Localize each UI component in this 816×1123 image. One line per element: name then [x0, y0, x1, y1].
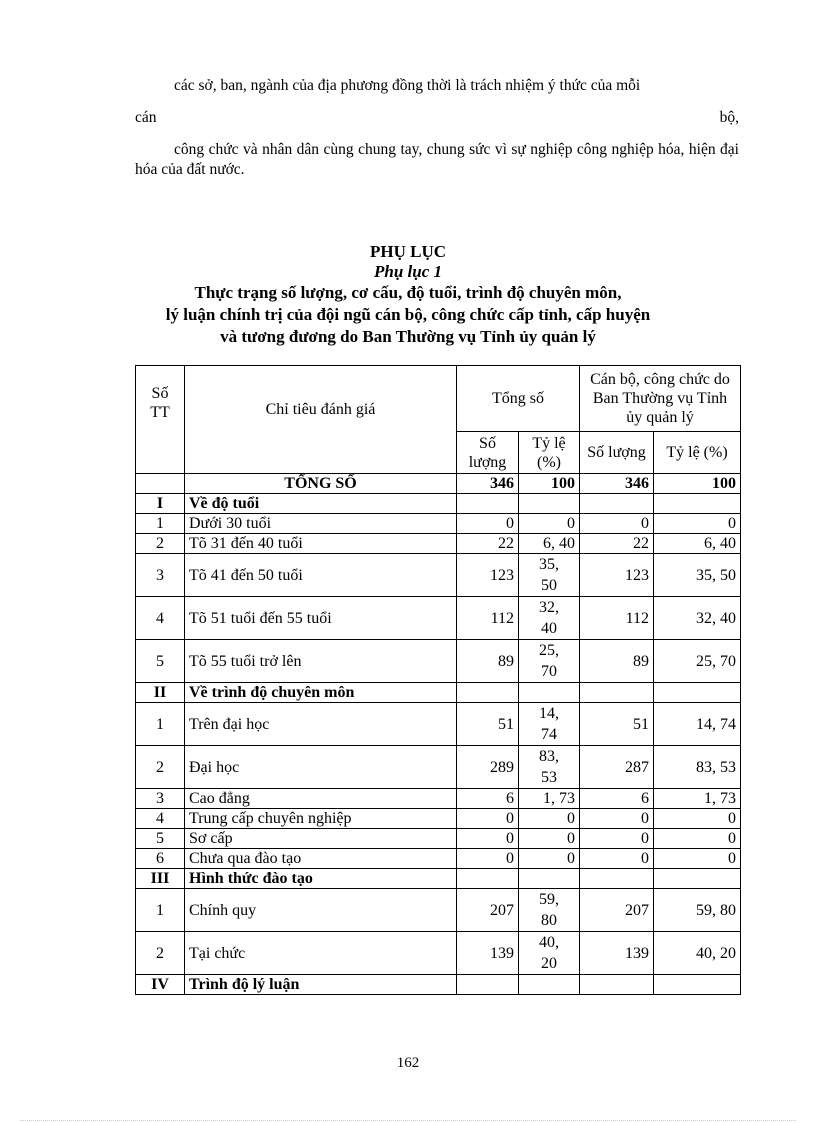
row-label: Trung cấp chuyên nghiệp	[185, 809, 457, 829]
row-pct-total: 25, 70	[519, 640, 580, 683]
total-qty-1: 346	[457, 474, 519, 494]
row-qty-managed: 112	[580, 597, 654, 640]
row-number: 2	[136, 534, 185, 554]
total-qty-2: 346	[580, 474, 654, 494]
row-label: Chưa qua đào tạo	[185, 849, 457, 869]
section-title: Trình độ lý luận	[185, 975, 457, 995]
header-managed-group: Cán bộ, công chức do Ban Thường vụ Tỉnh ủy quản lý	[580, 366, 741, 432]
section-number: II	[136, 683, 185, 703]
row-number: 5	[136, 829, 185, 849]
section-row	[136, 683, 741, 703]
row-qty-total: 0	[457, 809, 519, 829]
empty-cell	[457, 869, 519, 889]
table-row	[136, 829, 741, 849]
row-label: Cao đẳng	[185, 789, 457, 809]
row-pct-total: 32, 40	[519, 597, 580, 640]
section-number: III	[136, 869, 185, 889]
row-qty-managed: 0	[580, 849, 654, 869]
total-pct-1: 100	[519, 474, 580, 494]
row-pct-managed: 40, 20	[654, 932, 741, 975]
row-pct-managed: 0	[654, 809, 741, 829]
table-row	[136, 534, 741, 554]
empty-cell	[519, 494, 580, 514]
header-stt: Số TT	[136, 366, 185, 474]
row-pct-managed: 1, 73	[654, 789, 741, 809]
row-pct-managed: 35, 50	[654, 554, 741, 597]
row-number: 2	[136, 746, 185, 789]
row-pct-managed: 83, 53	[654, 746, 741, 789]
page-bottom-rule	[20, 1120, 796, 1121]
row-pct-managed: 0	[654, 829, 741, 849]
row-number: 4	[136, 809, 185, 829]
appendix-heading: PHỤ LỤC	[369, 242, 447, 261]
row-qty-total: 0	[457, 514, 519, 534]
appendix-headings	[100, 242, 716, 348]
row-label: Trên đại học	[185, 703, 457, 746]
row-qty-managed: 0	[580, 829, 654, 849]
row-pct-managed: 6, 40	[654, 534, 741, 554]
row-label: Dưới 30 tuổi	[185, 514, 457, 534]
row-qty-total: 123	[457, 554, 519, 597]
total-row	[136, 474, 741, 494]
empty-cell	[457, 494, 519, 514]
row-number: 1	[136, 703, 185, 746]
row-qty-managed: 6	[580, 789, 654, 809]
row-qty-managed: 123	[580, 554, 654, 597]
row-qty-total: 0	[457, 849, 519, 869]
section-title: Hình thức đào tạo	[185, 869, 457, 889]
empty-cell	[580, 494, 654, 514]
row-qty-managed: 287	[580, 746, 654, 789]
page-number: 162	[396, 1055, 420, 1071]
row-label: Đại học	[185, 746, 457, 789]
row-pct-total: 14, 74	[519, 703, 580, 746]
table-row	[136, 640, 741, 683]
row-label: Tõ 55 tuổi trở lên	[185, 640, 457, 683]
empty-cell	[519, 975, 580, 995]
row-number: 1	[136, 889, 185, 932]
row-label: Sơ cấp	[185, 829, 457, 849]
row-pct-total: 40, 20	[519, 932, 580, 975]
row-number: 5	[136, 640, 185, 683]
table-row	[136, 597, 741, 640]
statistics-table	[135, 365, 741, 995]
total-label: TỔNG SỐ	[185, 474, 457, 494]
section-number: I	[136, 494, 185, 514]
header-pct-total: Tỷ lệ (%)	[519, 432, 580, 474]
row-pct-managed: 14, 74	[654, 703, 741, 746]
table-body	[136, 474, 741, 995]
table-row	[136, 789, 741, 809]
appendix-title-line-3: và tương đương do Ban Thường vụ Tỉnh ủy quản lý	[220, 327, 596, 346]
row-label: Tõ 31 đến 40 tuổi	[185, 534, 457, 554]
table-row	[136, 849, 741, 869]
row-pct-total: 0	[519, 829, 580, 849]
row-qty-total: 139	[457, 932, 519, 975]
section-number: IV	[136, 975, 185, 995]
header-pct-managed: Tỷ lệ (%)	[654, 432, 741, 474]
empty-cell	[580, 869, 654, 889]
appendix-subheading: Phụ lục 1	[373, 262, 443, 281]
row-qty-total: 51	[457, 703, 519, 746]
total-pct-2: 100	[654, 474, 741, 494]
row-qty-managed: 89	[580, 640, 654, 683]
row-pct-total: 0	[519, 809, 580, 829]
row-qty-managed: 0	[580, 514, 654, 534]
header-qty-managed: Số lượng	[580, 432, 654, 474]
row-pct-total: 0	[519, 849, 580, 869]
body-paragraph-1-justified-line	[135, 108, 739, 128]
row-label: Tại chức	[185, 932, 457, 975]
row-label: Tõ 51 tuổi đến 55 tuổi	[185, 597, 457, 640]
section-row	[136, 494, 741, 514]
row-label: Tõ 41 đến 50 tuổi	[185, 554, 457, 597]
row-qty-managed: 0	[580, 809, 654, 829]
table-row	[136, 746, 741, 789]
row-number: 3	[136, 789, 185, 809]
row-pct-total: 35, 50	[519, 554, 580, 597]
justified-word-left: cán	[135, 109, 157, 126]
empty-cell	[580, 683, 654, 703]
table-row	[136, 514, 741, 534]
row-qty-managed: 22	[580, 534, 654, 554]
appendix-title-line-1: Thực trạng số lượng, cơ cấu, độ tuổi, trình độ chuyên môn,	[194, 283, 622, 302]
section-title: Về trình độ chuyên môn	[185, 683, 457, 703]
row-pct-managed: 32, 40	[654, 597, 741, 640]
section-row	[136, 869, 741, 889]
table-row	[136, 889, 741, 932]
table-row	[136, 554, 741, 597]
row-qty-total: 289	[457, 746, 519, 789]
header-qty-total: Số lượng	[457, 432, 519, 474]
row-pct-managed: 59, 80	[654, 889, 741, 932]
row-qty-total: 0	[457, 829, 519, 849]
row-number: 4	[136, 597, 185, 640]
row-number: 3	[136, 554, 185, 597]
row-pct-managed: 0	[654, 514, 741, 534]
section-title: Về độ tuổi	[185, 494, 457, 514]
row-qty-managed: 207	[580, 889, 654, 932]
empty-cell	[457, 683, 519, 703]
row-pct-total: 0	[519, 514, 580, 534]
row-pct-total: 83, 53	[519, 746, 580, 789]
row-pct-total: 6, 40	[519, 534, 580, 554]
row-qty-total: 207	[457, 889, 519, 932]
row-qty-managed: 51	[580, 703, 654, 746]
header-total-group: Tổng số	[457, 366, 580, 432]
empty-cell	[654, 975, 741, 995]
body-paragraph-1: các sở, ban, ngành của địa phương đồng thời là trách nhiệm ý thức của mỗi	[174, 77, 641, 94]
row-pct-managed: 25, 70	[654, 640, 741, 683]
empty-cell	[519, 869, 580, 889]
table-row	[136, 932, 741, 975]
justified-word-right: bộ,	[719, 109, 739, 126]
empty-cell	[654, 494, 741, 514]
table-row	[136, 809, 741, 829]
empty-cell	[519, 683, 580, 703]
row-pct-managed: 0	[654, 849, 741, 869]
empty-cell	[457, 975, 519, 995]
row-pct-total: 1, 73	[519, 789, 580, 809]
row-number: 2	[136, 932, 185, 975]
empty-cell	[654, 869, 741, 889]
row-qty-total: 22	[457, 534, 519, 554]
empty-cell	[654, 683, 741, 703]
row-number: 1	[136, 514, 185, 534]
row-qty-total: 112	[457, 597, 519, 640]
section-row	[136, 975, 741, 995]
header-criteria: Chỉ tiêu đánh giá	[185, 366, 457, 474]
row-number: 6	[136, 849, 185, 869]
row-qty-total: 89	[457, 640, 519, 683]
row-label: Chính quy	[185, 889, 457, 932]
body-paragraph-2: công chức và nhân dân cùng chung tay, chung sức vì sự nghiệp công nghiệp hóa, hiện đại hóa của đất nước.	[135, 141, 739, 178]
row-qty-total: 6	[457, 789, 519, 809]
row-qty-managed: 139	[580, 932, 654, 975]
row-pct-total: 59, 80	[519, 889, 580, 932]
table-row	[136, 703, 741, 746]
empty-cell	[580, 975, 654, 995]
appendix-title-line-2: lý luận chính trị của đội ngũ cán bộ, công chức cấp tỉnh, cấp huyện	[165, 305, 651, 324]
